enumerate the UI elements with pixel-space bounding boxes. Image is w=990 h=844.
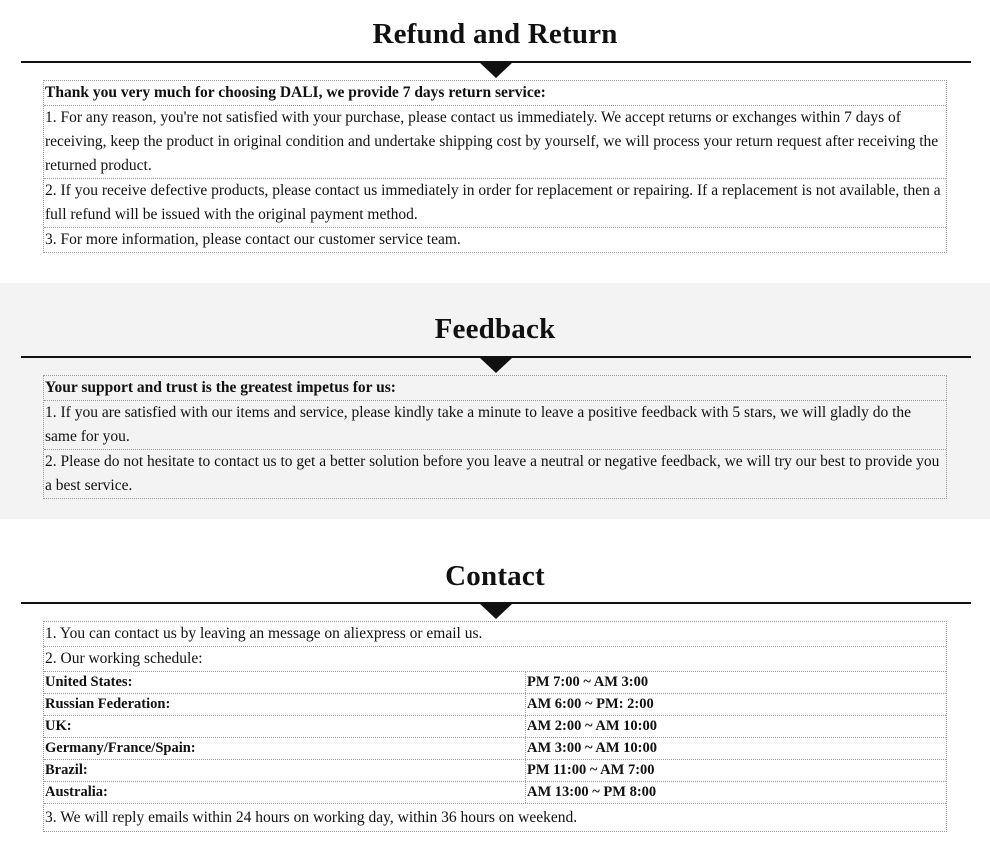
- schedule-hours: AM 2:00 ~ AM 10:00: [527, 718, 657, 734]
- contact-section: [0, 519, 990, 844]
- schedule-row: [44, 715, 946, 737]
- refund-arrow-icon: [479, 62, 513, 78]
- refund-item-2: 2. If you receive defective products, please contact us immediately in order for replacement or repairing. If a replacement is not available, then a full refund will be issued with the original payment method.: [44, 178, 946, 227]
- schedule-region: Russian Federation:: [44, 694, 526, 715]
- contact-line-2: 2. Our working schedule:: [44, 646, 946, 671]
- schedule-hours: AM 13:00 ~ PM 8:00: [527, 784, 657, 800]
- refund-intro: Thank you very much for choosing DALI, we provide 7 days return service:: [45, 84, 546, 101]
- refund-table: [43, 80, 947, 253]
- contact-line-3: 3. We will reply emails within 24 hours on working day, within 36 hours on weekend.: [44, 803, 946, 831]
- schedule-region: Australia:: [44, 782, 526, 803]
- schedule-row: [44, 671, 946, 693]
- schedule-region: United States:: [44, 672, 526, 693]
- schedule-region: UK:: [44, 716, 526, 737]
- refund-section: [0, 0, 990, 283]
- schedule-hours: AM 3:00 ~ AM 10:00: [527, 740, 657, 756]
- schedule-region: Brazil:: [44, 760, 526, 781]
- feedback-table: [43, 375, 947, 499]
- contact-title: Contact: [445, 560, 545, 592]
- contact-line-1: 1. You can contact us by leaving an message on aliexpress or email us.: [45, 625, 483, 642]
- feedback-title: Feedback: [434, 313, 556, 345]
- schedule-hours: PM 11:00 ~ AM 7:00: [527, 762, 655, 778]
- schedule-row: [44, 759, 946, 781]
- contact-table: [43, 621, 947, 832]
- feedback-item-2: 2. Please do not hesitate to contact us to get a better solution before you leave a neutral or negative feedback, we will try our best to provide you a best service.: [44, 449, 946, 498]
- refund-item-1: 1. For any reason, you're not satisfied with your purchase, please contact us immediately. We accept returns or exchanges within 7 days of receiving, keep the product in original condition and undertake shipping cost by yourself, we will process your return request after receiving the returned product.: [44, 105, 946, 178]
- schedule-hours: PM 7:00 ~ AM 3:00: [527, 674, 649, 690]
- feedback-item-1: 1. If you are satisfied with our items and service, please kindly take a minute to leave a positive feedback with 5 stars, we will gladly do the same for you.: [44, 400, 946, 449]
- refund-title: Refund and Return: [372, 18, 618, 50]
- feedback-intro: Your support and trust is the greatest impetus for us:: [45, 379, 396, 396]
- contact-arrow-icon: [479, 603, 513, 619]
- schedule-region: Germany/France/Spain:: [44, 738, 526, 759]
- refund-item-3: 3. For more information, please contact our customer service team.: [44, 227, 946, 252]
- schedule-hours: AM 6:00 ~ PM: 2:00: [527, 696, 654, 712]
- schedule-row: [44, 693, 946, 715]
- schedule-row: [44, 781, 946, 803]
- schedule-row: [44, 737, 946, 759]
- feedback-arrow-icon: [479, 357, 513, 373]
- feedback-section: [0, 283, 990, 519]
